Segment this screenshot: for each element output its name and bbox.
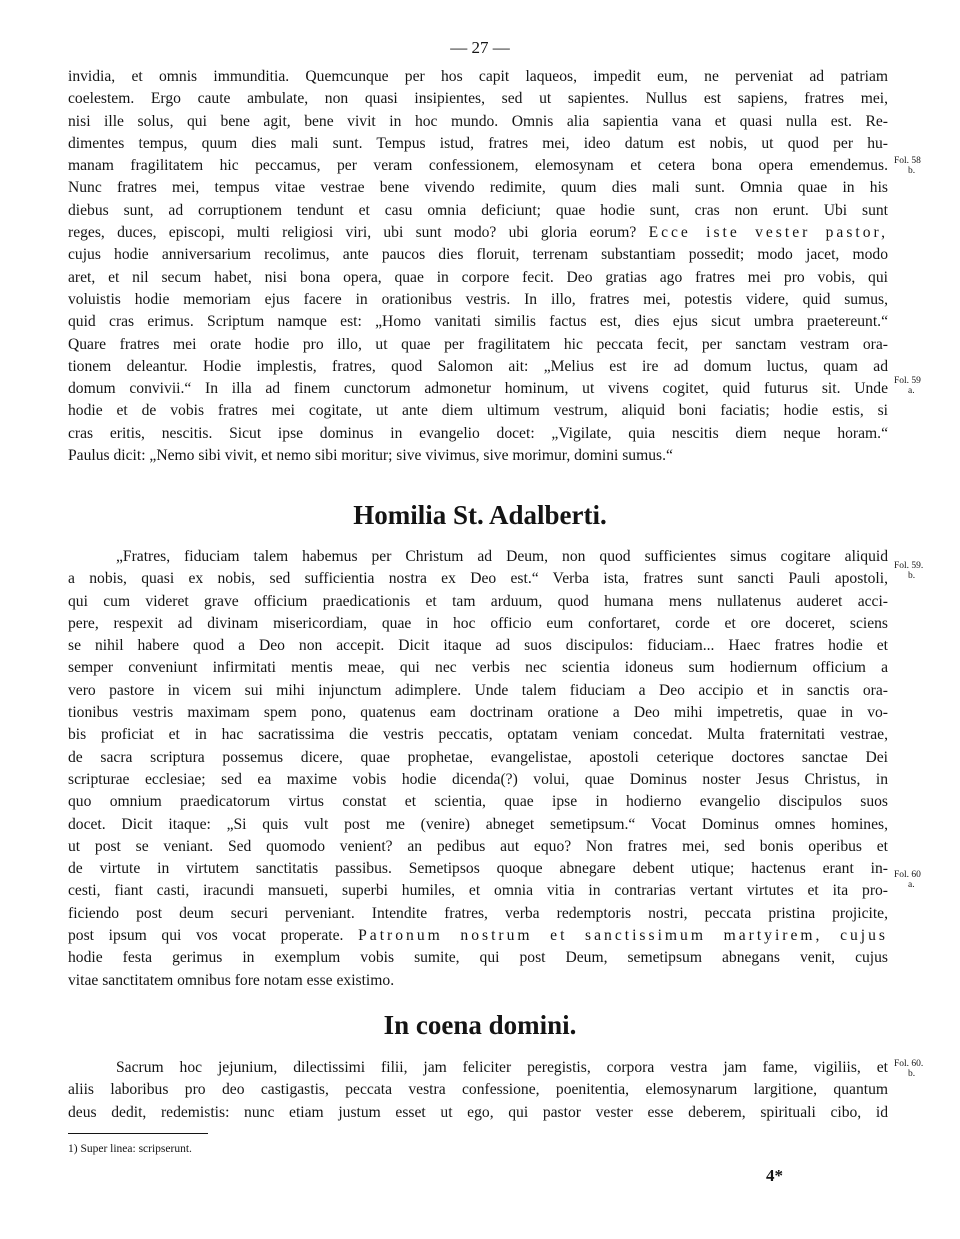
paragraph-block-2	[68, 546, 888, 992]
text-line: voluistis hodie memoriam ejus facere in orationibus vestris. In illo, fratres mei, potestis videre, quid sumus,	[68, 290, 888, 308]
footnote: 1) Super linea: scripserunt.	[68, 1143, 192, 1155]
margin-note-folio	[894, 1059, 944, 1079]
text-line: vitae sanctitatem omnibus fore notam esse existimo.	[68, 971, 395, 989]
text-line: vero pastore in vicem sui mihi injunctum adimplere. Unde talem fiduciam a Deo accipio et in sanctis ora-	[68, 681, 888, 699]
text-line: de sacra scriptura possemus dicere, quae prophetae, evangelistae, apostoli ceterique doctores sanctae Dei	[68, 748, 888, 766]
text-line: semper conveniunt infirmitati mentis meae, qui nec verbis nec scientia idoneus sum hodiernum officium a	[68, 659, 888, 677]
text-fragment: scripturae ecclesiae; sed ea maxime vobis hodie dicenda(?) volui, quae Dominus noster Jesus Christus, in	[68, 770, 888, 788]
text-line: invidia, et omnis immunditia. Quemcunque per hos capit laqueos, impedit eum, ne perveniat ad patriam	[68, 68, 888, 85]
text-line: hodie festa gerimus in exemplum vobis sumite, qui post Deum, semetipsum abnegans venit, cujus	[68, 949, 888, 967]
paragraph-block-1	[68, 66, 888, 467]
section-heading-coena: In coena domini.	[383, 1010, 577, 1040]
text-line: aret, et nil secum habet, nisi bona opera, quae in corpore fecit. Deo gratias ago fratres mei pro vobis, qui	[68, 268, 888, 286]
text-line: Nunc fratres mei, tempus vitae vestrae bene vivendo redimite, quum dies mali sunt. Omnia quae in his	[68, 179, 888, 197]
text-line: quo omnium praedicatorum virtus constat et scientia, quae ipse in hodierno evangelio discipulos suos	[68, 793, 888, 811]
text-line: cesti, fiant casti, iracundi mansueti, superbi humiles, et omnia vitia in contrarias vertant virtutes et ita pro-	[68, 882, 888, 900]
text-line	[68, 925, 888, 947]
text-fragment: post ipsum qui vos vocat properate.	[68, 927, 344, 945]
text-line: Sacrum hoc jejunium, dilectissimi filii, jam feliciter peregistis, corpora vestra jam fame, vigiliis, et	[116, 1059, 888, 1076]
text-line: pere, respexit ad divinam misericordiam, quae in hoc officio eum confortaret, corde et ore doceret, sciens	[68, 614, 888, 632]
text-line: qui cum videret grave officium praedicationis et tam arduum, quod humana mens nullatenus auderet acci-	[68, 592, 888, 610]
page-number: — 27 —	[450, 38, 510, 57]
text-line: deus dedit, redemistis: nunc etiam justum esset ut ego, qui pastor vester esse deberem, spirituali cibo, id	[68, 1103, 888, 1121]
folio-label: Fol. 59.	[894, 561, 924, 571]
text-line: „Fratres, fiduciam talem habemus per Christum ad Deum, non quod sufficientes simus cogitare aliquid	[116, 548, 888, 565]
text-line: ut post se veniant. Sed quomodo venient? an pedibus aut equo? Non fratres mei, sed bonis operibus et	[68, 837, 888, 855]
text-line: tionibus vestris maximam spem pono, quatenus eam doctrinam oratione a Deo mihi impetretis, quae in vo-	[68, 704, 888, 722]
text-line: diebus sunt, ad corruptionem tendunt et casu omnia deficiunt; quae hodie sunt, cras non erunt. Ubi sunt	[68, 201, 888, 219]
folio-side: a.	[908, 386, 915, 396]
text-line: Paulus dicit: „Nemo sibi vivit, et nemo sibi moritur; sive vivimus, sive morimur, domini sumus.“	[68, 447, 673, 465]
text-line: cujus hodie anniversarium recolimus, ante paucos dies floruit, terrenam substantiam possedit; modo jacet, modo	[68, 246, 888, 264]
text-line: quid cras erimus. Scriptum namque est: „Homo vanitati similis factus est, dies ejus sicut umbra praetereunt.“	[68, 313, 888, 331]
paragraph-block-3	[68, 1057, 888, 1124]
text-line: dimentes tempus, quum dies mali sunt. Tempus istud, fratres mei, ideo datum est nobis, ut quod per hu-	[68, 134, 888, 152]
text-line: aliis laboribus pro deo castigastis, peccata vestra confessione, poenitentia, elemosynarum largitione, quantum	[68, 1081, 888, 1099]
folio-label: Fol. 60	[894, 870, 921, 880]
folio-side: b.	[908, 1069, 916, 1079]
text-line: de virtute in virtutem sanctitatis passibus. Semetipsos quoque abnegare debent utique; hactenus erant in-	[68, 860, 888, 878]
folio-side: b.	[908, 571, 916, 581]
footnote-divider	[68, 1133, 208, 1134]
text-line: ficiendo post deum securi perveniant. Intendite fratres, verba redemptoris nostri, peccata pristina projicite,	[68, 904, 888, 922]
text-line: coelestem. Ergo caute ambulate, non quasi insipientes, sed ut sapientes. Nullus est sapiens, fratres mei,	[68, 90, 888, 108]
signature-mark: 4*	[766, 1166, 783, 1185]
text-line: se nihil habere quod a Deo non accepit. Dicit itaque ad suos discipulos: fiduciam... Haec fratres hodie et	[68, 637, 888, 655]
spaced-phrase: Patronum nostrum et sanctissimum martyirem, cujus	[358, 927, 888, 945]
spaced-phrase: Ecce iste vester pastor,	[648, 224, 888, 242]
folio-label: Fol. 58	[894, 156, 921, 166]
folio-side: a.	[908, 880, 915, 890]
text-line	[68, 769, 888, 791]
section-heading-homilia: Homilia St. Adalberti.	[353, 500, 607, 530]
text-line: nisi ille solus, qui bene agit, bene vivit in hoc mundo. Omnis alia sapientia vana et quasi nulla est. Re-	[68, 112, 888, 130]
folio-side: b.	[908, 166, 916, 176]
folio-label: Fol. 59	[894, 376, 921, 386]
folio-label: Fol. 60.	[894, 1059, 924, 1069]
text-line: hodie et de vobis fratres mei cogitate, ut ante diem ultimum vestrum, aliquid boni faciatis; hodie estis, si	[68, 402, 888, 420]
margin-note-folio	[894, 156, 944, 176]
text-line: a nobis, quasi ex nobis, sed sufficientia nostra ex Deo est.“ Verba ista, fratres sunt sancti Pauli apostoli,	[68, 570, 888, 588]
margin-note-folio	[894, 561, 944, 581]
text-fragment: reges, duces, episcopi, multi religiosi viri, ubi sunt modo? ubi gloria eorum?	[68, 224, 637, 242]
text-line: manam fragilitatem hic peccamus, per veram confessionem, elemosynam et cetera bona opera emendemus.	[68, 157, 888, 175]
margin-note-folio	[894, 870, 944, 890]
text-line: cras eritis, nescitis. Sicut ipse dominus in evangelio docet: „Vigilate, quia nescitis diem neque horam.“	[68, 424, 888, 442]
text-line: domum convivii.“ In illa ad finem cunctorum admonetur hominum, ut vivens cogitet, quid futurus sit. Unde	[68, 380, 888, 398]
text-line: Quare fratres mei orate hodie pro illo, ut quae per fragilitatem hic peccata fecit, per sanctam vestram ora-	[68, 335, 888, 353]
margin-note-folio	[894, 376, 944, 396]
text-line: docet. Dicit itaque: „Si quis vult post me (venire) abneget semetipsum.“ Vocat Dominus omnes homines,	[68, 815, 888, 833]
text-line	[68, 222, 888, 244]
text-line: bis proficiat et in hac sacratissima die vestris peccatis, optatam veniam concedat. Multa fraternitati vestrae,	[68, 726, 888, 744]
text-line: tionem deleantur. Hodie implestis, fratres, quod Salomon ait: „Melius est ire ad domum luctus, quam ad	[68, 357, 888, 375]
